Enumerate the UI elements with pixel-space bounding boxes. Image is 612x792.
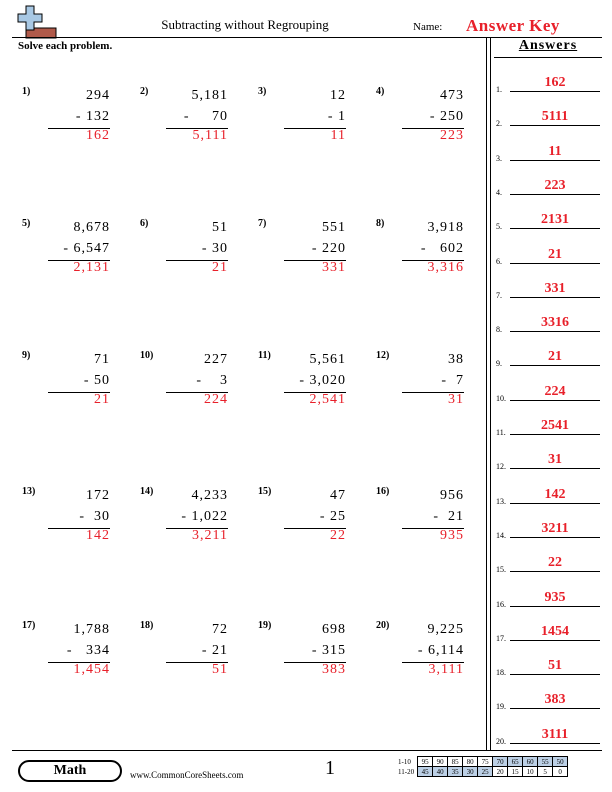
answer-value: 224 (544, 383, 566, 399)
answer-row (494, 234, 602, 268)
answer-line (510, 331, 600, 332)
minuend: 71 (94, 352, 110, 367)
answer-line (510, 194, 600, 195)
problem-number: 8) (376, 218, 385, 229)
answer-number: 10. (496, 393, 506, 403)
problem (376, 620, 486, 710)
problem-number: 17) (22, 620, 36, 631)
minuend: 5,181 (191, 88, 228, 103)
answer-line (510, 537, 600, 538)
worksheet-title: Subtracting without Regrouping (161, 17, 329, 32)
problem (258, 486, 368, 576)
subtrahend: - 50 (83, 373, 110, 388)
difference-answer: 51 (212, 662, 228, 677)
problem (140, 486, 250, 576)
answer-row (494, 405, 602, 439)
minuend: 698 (322, 622, 346, 637)
score-range-label: 1-10 (398, 757, 411, 766)
answer-number: 14. (496, 530, 506, 540)
answer-line (510, 674, 600, 675)
minuend: 473 (440, 88, 464, 103)
score-cell: 75 (478, 757, 493, 767)
score-cell: 85 (448, 757, 463, 767)
answer-value: 31 (548, 452, 562, 468)
difference-answer: 11 (330, 128, 346, 143)
answer-value: 11 (548, 143, 562, 159)
answer-value: 935 (544, 589, 566, 605)
website-link[interactable]: www.CommonCoreSheets.com (130, 770, 244, 780)
difference-answer: 331 (322, 260, 346, 275)
minuend: 51 (212, 220, 228, 235)
answer-number: 13. (496, 496, 506, 506)
answer-key-label: Answer Key (466, 16, 560, 35)
score-cell: 0 (553, 767, 568, 777)
answer-value: 1454 (541, 623, 569, 639)
answer-row (494, 371, 602, 405)
answer-number: 2. (496, 119, 502, 129)
answer-number: 8. (496, 325, 502, 335)
minuend: 47 (330, 488, 346, 503)
answer-number: 9. (496, 359, 502, 369)
difference-answer: 1,454 (73, 662, 110, 677)
subtrahend: - 70 (183, 109, 228, 124)
problem-number: 11) (258, 350, 271, 361)
problem-number: 12) (376, 350, 390, 361)
answer-line (510, 160, 600, 161)
answers-heading-divider (494, 57, 602, 58)
instructions: Solve each problem. (18, 40, 113, 52)
subtrahend: - 7 (441, 373, 464, 388)
answer-row (494, 474, 602, 508)
problem (376, 218, 486, 308)
answer-value: 3211 (541, 520, 569, 536)
subtrahend: - 6,547 (63, 241, 110, 256)
answer-value: 162 (544, 75, 566, 90)
score-range-label: 11-20 (398, 767, 415, 776)
problem (140, 86, 250, 176)
answer-row (494, 679, 602, 713)
difference-answer: 2,131 (73, 260, 110, 275)
answer-number: 12. (496, 462, 506, 472)
difference-answer: 162 (86, 128, 110, 143)
page-number: 1 (325, 757, 335, 779)
minuend: 8,678 (73, 220, 110, 235)
score-cell: 5 (538, 767, 553, 777)
answer-number: 5. (496, 222, 502, 232)
answer-row (494, 62, 602, 96)
difference-answer: 2,541 (309, 392, 346, 407)
answer-number: 17. (496, 633, 506, 643)
difference-answer: 5,111 (192, 128, 228, 143)
score-cell: 95 (418, 757, 433, 767)
score-row (396, 767, 568, 777)
answer-value: 331 (544, 280, 566, 296)
answer-number: 3. (496, 153, 502, 163)
problem (376, 486, 486, 576)
problem (22, 486, 132, 576)
minuend: 9,225 (427, 622, 464, 637)
answer-column-divider-inner (490, 37, 491, 750)
difference-answer: 223 (440, 128, 464, 143)
answers-heading: Answers (518, 38, 578, 53)
minuend: 3,918 (427, 220, 464, 235)
answer-row (494, 199, 602, 233)
minuend: 12 (330, 88, 346, 103)
subtrahend: - 132 (75, 109, 110, 124)
minuend: 294 (86, 88, 110, 103)
score-cell: 20 (493, 767, 508, 777)
problem (140, 350, 250, 440)
subtrahend: - 315 (311, 643, 346, 658)
answer-row (494, 336, 602, 370)
answer-line (510, 606, 600, 607)
problem (376, 350, 486, 440)
score-table (396, 756, 568, 777)
difference-answer: 383 (322, 662, 346, 677)
score-cell: 35 (448, 767, 463, 777)
problem-number: 19) (258, 620, 272, 631)
answer-number: 1. (496, 85, 502, 94)
answer-value: 142 (544, 486, 566, 502)
subtrahend: - 334 (66, 643, 110, 658)
score-cell: 45 (418, 767, 433, 777)
difference-answer: 3,316 (427, 260, 464, 275)
answer-line (510, 297, 600, 298)
answer-row (494, 96, 602, 130)
score-cell: 25 (478, 767, 493, 777)
answer-value: 21 (548, 349, 562, 365)
score-cell: 90 (433, 757, 448, 767)
answer-row (494, 577, 602, 611)
difference-answer: 21 (94, 392, 110, 407)
difference-answer: 21 (212, 260, 228, 275)
minuend: 4,233 (191, 488, 228, 503)
answer-line (510, 365, 600, 366)
answer-number: 11. (496, 428, 506, 437)
problem-number: 18) (140, 620, 154, 631)
answer-number: 20. (496, 736, 506, 746)
answer-line (510, 400, 600, 401)
subtrahend: - 1 (327, 109, 346, 124)
answer-row (494, 302, 602, 336)
answer-line (510, 708, 600, 709)
score-cell: 50 (553, 757, 568, 767)
difference-answer: 142 (86, 528, 110, 543)
problem (376, 86, 486, 176)
problem-number: 15) (258, 486, 272, 497)
subtrahend: - 30 (201, 241, 228, 256)
score-cell: 40 (433, 767, 448, 777)
answer-row (494, 542, 602, 576)
score-cell: 15 (508, 767, 523, 777)
problem (258, 350, 368, 440)
problem-number: 9) (22, 350, 31, 361)
problem-number: 10) (140, 350, 154, 361)
subtrahend: - 3 (196, 373, 228, 388)
minuend: 72 (212, 622, 228, 637)
subtrahend: - 25 (319, 509, 346, 524)
problem-number: 2) (140, 86, 149, 97)
answer-line (510, 434, 600, 435)
problem (22, 218, 132, 308)
answer-value: 51 (548, 658, 562, 674)
name-label: Name: (413, 21, 443, 33)
answer-value: 383 (544, 692, 566, 708)
subtrahend: - 30 (79, 509, 110, 524)
minuend: 172 (86, 488, 110, 503)
answer-value: 223 (544, 177, 566, 193)
score-row (396, 757, 568, 767)
problem (258, 218, 368, 308)
answer-line (510, 125, 600, 126)
answer-row (494, 131, 602, 165)
problem-number: 14) (140, 486, 154, 497)
minuend: 1,788 (73, 622, 110, 637)
answer-line (510, 743, 600, 744)
answer-value: 5111 (541, 109, 569, 125)
bottom-divider (12, 750, 602, 751)
answer-value: 2131 (541, 212, 569, 228)
answer-value: 3111 (541, 726, 569, 742)
problem-number: 5) (22, 218, 31, 229)
difference-answer: 31 (448, 392, 464, 407)
problem-number: 20) (376, 620, 390, 631)
problem (140, 218, 250, 308)
answer-number: 16. (496, 599, 506, 609)
subtrahend: - 1,022 (181, 509, 228, 524)
problem-number: 3) (258, 86, 267, 97)
score-cell: 70 (493, 757, 508, 767)
answer-row (494, 439, 602, 473)
answer-row (494, 508, 602, 542)
minuend: 551 (322, 220, 346, 235)
answer-row (494, 165, 602, 199)
answer-number: 18. (496, 668, 506, 678)
subtrahend: - 21 (201, 643, 228, 658)
problem-number: 7) (258, 218, 267, 229)
problem (22, 350, 132, 440)
minuend: 38 (448, 352, 464, 367)
problem-number: 6) (140, 218, 149, 229)
subtrahend: - 220 (311, 241, 346, 256)
answer-row (494, 645, 602, 679)
difference-answer: 3,211 (192, 528, 228, 543)
difference-answer: 224 (204, 392, 228, 407)
answer-value: 2541 (541, 418, 569, 433)
problem-number: 1) (22, 86, 31, 97)
answer-number: 4. (496, 187, 502, 197)
answer-row (494, 714, 602, 748)
answer-line (510, 571, 600, 572)
subtrahend: - 250 (429, 109, 464, 124)
answer-line (510, 228, 600, 229)
answer-number: 6. (496, 256, 502, 266)
minuend: 956 (440, 488, 464, 503)
score-cell: 60 (523, 757, 538, 767)
problem (258, 86, 368, 176)
answer-value: 22 (548, 555, 562, 571)
minuend: 227 (204, 352, 228, 367)
score-cell: 30 (463, 767, 478, 777)
score-cell: 80 (463, 757, 478, 767)
answer-line (510, 503, 600, 504)
problem-number: 16) (376, 486, 390, 497)
answer-number: 7. (496, 290, 502, 300)
answer-line (510, 468, 600, 469)
score-cell: 55 (538, 757, 553, 767)
answer-row (494, 268, 602, 302)
answer-number: 15. (496, 565, 506, 575)
score-cell: 10 (523, 767, 538, 777)
difference-answer: 22 (330, 528, 346, 543)
difference-answer: 935 (440, 528, 464, 543)
problem (258, 620, 368, 710)
answer-row (494, 611, 602, 645)
answer-column-divider (486, 37, 487, 750)
answer-line (510, 91, 600, 92)
problem (22, 86, 132, 176)
problem (140, 620, 250, 710)
subtrahend: - 6,114 (417, 643, 464, 658)
answer-value: 3316 (541, 315, 569, 331)
subtrahend: - 21 (433, 509, 464, 524)
answer-number: 19. (496, 702, 506, 712)
subtrahend: - 602 (420, 241, 464, 256)
subject-badge: Math (18, 760, 122, 782)
subtrahend: - 3,020 (299, 373, 346, 388)
problem (22, 620, 132, 710)
difference-answer: 3,111 (428, 662, 464, 677)
minuend: 5,561 (309, 352, 346, 367)
answer-value: 21 (548, 246, 562, 262)
score-cell: 65 (508, 757, 523, 767)
problem-number: 4) (376, 86, 385, 97)
answer-line (510, 640, 600, 641)
answer-line (510, 263, 600, 264)
problem-number: 13) (22, 486, 36, 497)
